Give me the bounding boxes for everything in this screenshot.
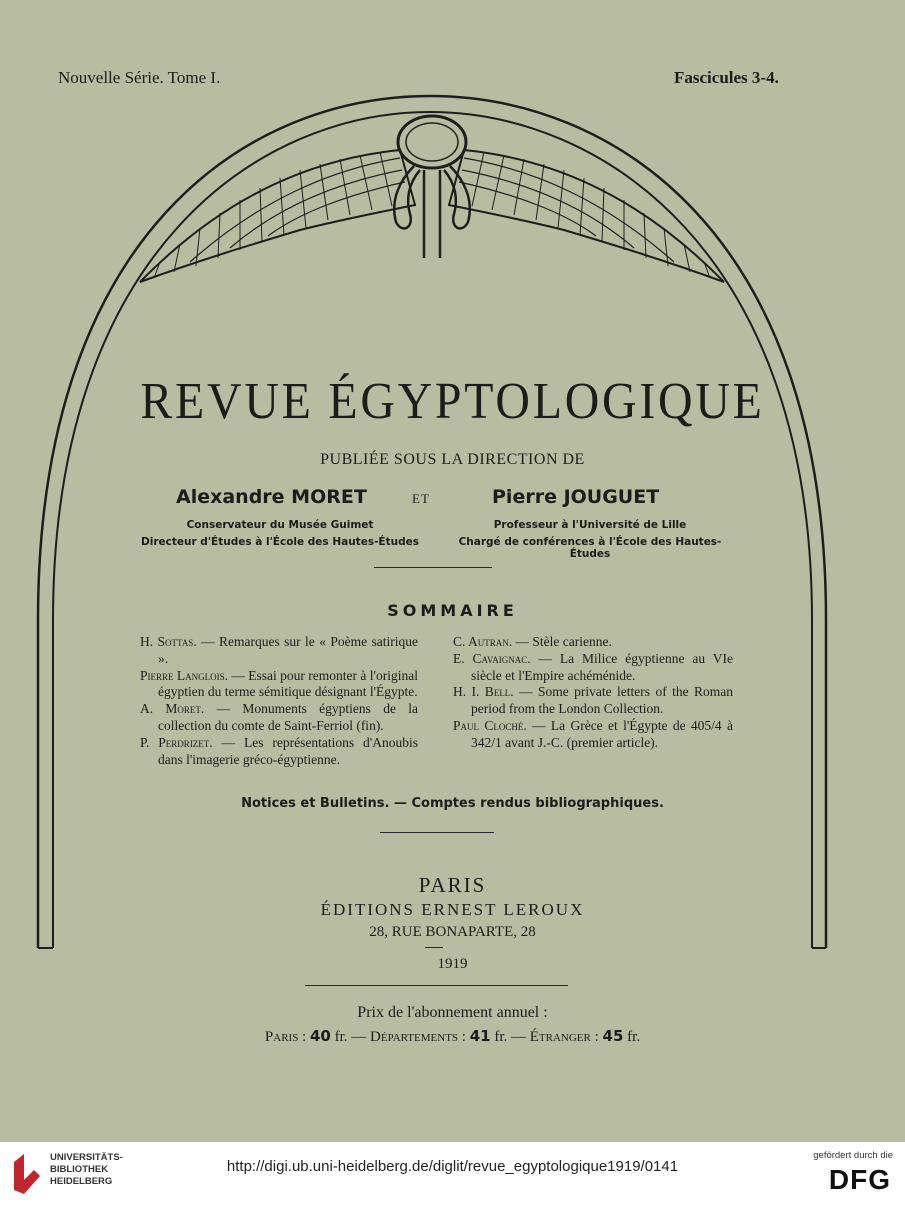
price-departements-label: Départements : (370, 1029, 466, 1045)
toc-entry (453, 651, 733, 685)
toc-text: — La Grèce et l'Égypte de 405/4 à 342/1 avant J.-C. (premier article). (471, 717, 733, 750)
uni-line: BIBLIOTHEK (50, 1164, 109, 1175)
sommaire-left-column (140, 634, 418, 768)
toc-author: H. I. Bell. (453, 684, 514, 700)
toc-text: — Monuments égyptiens de la collection du comte de Saint-Ferriol (fin). (158, 701, 418, 733)
price-separator: — (511, 1029, 526, 1045)
price-departements-value: 41 (469, 1027, 491, 1045)
permalink-url[interactable]: http://digi.ub.uni-heidelberg.de/diglit/revue_egyptologique1919/0141 (226, 1158, 679, 1175)
price-paris-value: 40 (309, 1027, 331, 1045)
publisher-address: 28, RUE BONAPARTE, 28 (369, 924, 536, 940)
editor-left-role-2: Directeur d'Études à l'École des Hautes-Études (141, 536, 419, 548)
price-etranger-label: Étranger : (529, 1029, 599, 1045)
toc-entry (453, 684, 733, 718)
price-unit: fr. (494, 1029, 508, 1045)
price-unit: fr. (334, 1029, 348, 1045)
editor-left-name: Alexandre MORET (176, 486, 367, 508)
toc-author: Pierre Langlois. (140, 667, 229, 683)
toc-entry (140, 668, 418, 702)
toc-author: H. Sottas. (140, 634, 197, 649)
editor-right-name: Pierre JOUGUET (492, 486, 660, 508)
toc-text: — Stèle carienne. (512, 634, 612, 649)
toc-entry (453, 718, 733, 752)
published-by-line: PUBLIÉE SOUS LA DIRECTION DE (320, 451, 585, 468)
toc-text: — Essai pour remonter à l'original égyptien du terme sémitique désignant l'Égypte. (158, 667, 418, 700)
editor-right-role-2: Chargé de conférences à l'École des Hautes-Études (458, 536, 722, 560)
series-label: Nouvelle Série. Tome I. (58, 68, 221, 87)
sommaire-heading: SOMMAIRE (387, 601, 518, 620)
toc-entry (453, 634, 733, 651)
toc-author: Paul Cloché. (453, 717, 527, 733)
divider-rule (305, 985, 568, 986)
uni-line: UNIVERSITÄTS- (50, 1152, 123, 1163)
price-separator: — (351, 1029, 367, 1045)
sommaire-right-column (453, 634, 733, 752)
editor-right-role-1: Professeur à l'Université de Lille (493, 519, 687, 531)
price-paris-label: Paris : (264, 1029, 307, 1045)
divider-rule (380, 832, 494, 833)
journal-title: REVUE ÉGYPTOLOGIQUE (140, 373, 765, 430)
price-unit: fr. (627, 1029, 641, 1045)
toc-text: — Remarques sur le « Poème satirique ». (158, 634, 418, 666)
toc-author: A. Moret. (140, 701, 205, 717)
publisher-city: PARIS (418, 873, 487, 897)
divider-rule (374, 567, 492, 568)
toc-text: — Les représentations d'Anoubis dans l'imagerie gréco-égyptienne. (158, 734, 418, 767)
notices-line: Notices et Bulletins. — Comptes rendus bibliographiques. (241, 796, 664, 811)
toc-entry (140, 634, 418, 668)
editor-left-role-1: Conservateur du Musée Guimet (186, 519, 374, 531)
dfg-logo: DFG (828, 1164, 891, 1195)
fascicules-label: Fascicules 3-4. (674, 68, 779, 87)
publisher-name: ÉDITIONS ERNEST LEROUX (320, 900, 585, 919)
digitization-footer (0, 1142, 905, 1206)
toc-entry (140, 701, 418, 735)
publication-year: 1919 (437, 956, 468, 972)
toc-entry (140, 735, 418, 769)
toc-author: C. Autran. (453, 634, 513, 649)
subscription-prices (0, 1027, 905, 1046)
funded-by-label: gefördert durch die (813, 1150, 893, 1161)
et-conjunction: ET (412, 491, 430, 506)
toc-author: E. Cavaignac. (453, 650, 531, 666)
short-dash (425, 947, 443, 948)
subscription-label: Prix de l'abonnement annuel : (357, 1004, 548, 1021)
price-etranger-value: 45 (602, 1027, 624, 1045)
toc-text: — La Milice égyptienne au VIe siècle et l'Empire achéménide. (471, 650, 733, 683)
toc-author: P. Perdrizet. (140, 734, 213, 750)
toc-text: — Some private letters of the Roman period from the London Collection. (471, 684, 733, 717)
uni-line: HEIDELBERG (50, 1176, 113, 1187)
